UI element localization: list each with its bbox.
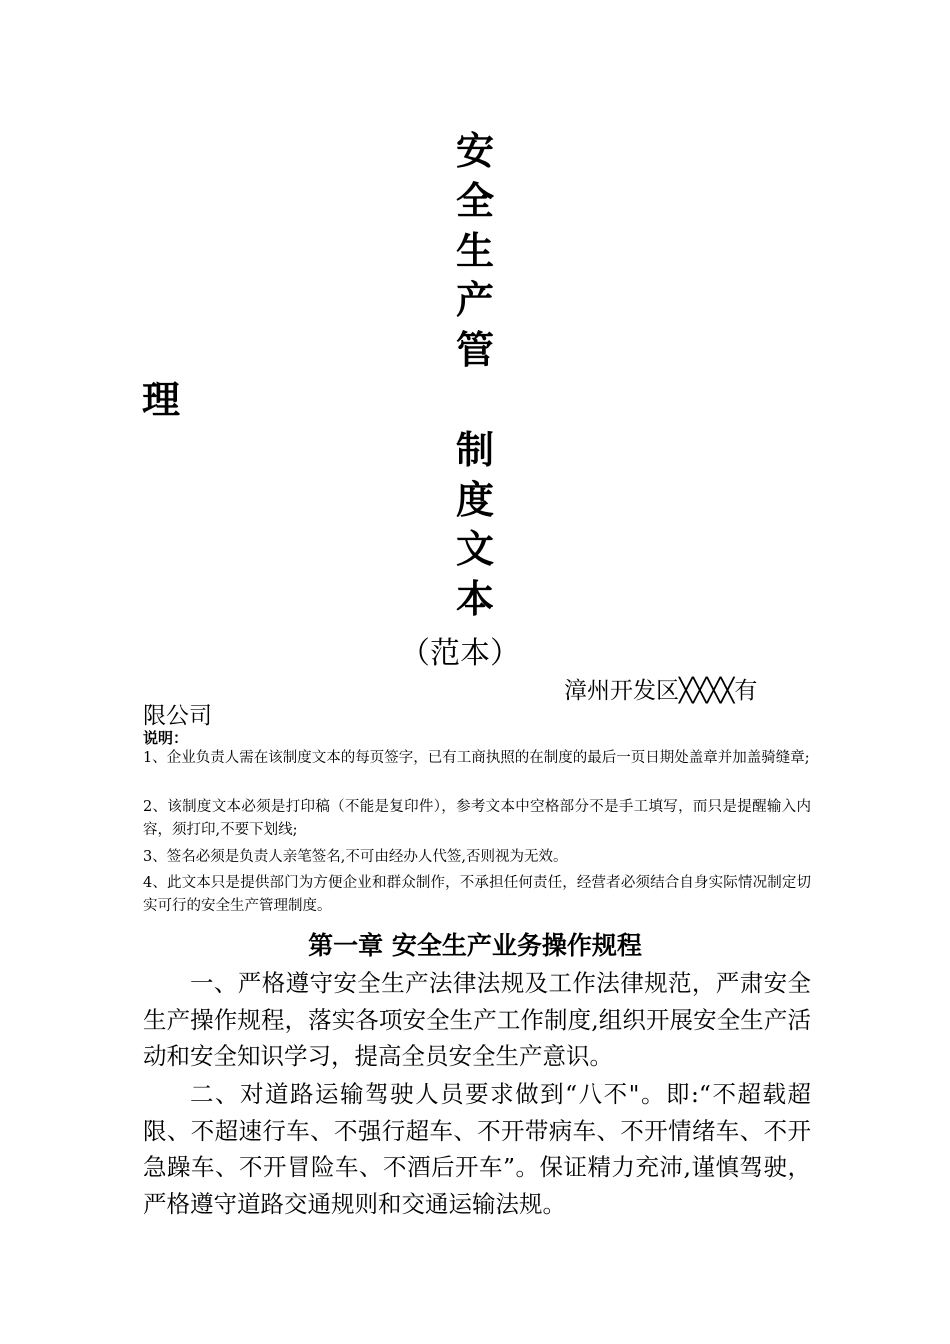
body-paragraph: 一、严格遵守安全生产法律法规及工作法律规范，严肃安全生产操作规程，落实各项安全生产工作制度,组织开展安全生产活动和安全知识学习，提高全员安全生产意识。 <box>143 969 811 1071</box>
title-char: 度 <box>455 478 494 522</box>
note-item: 1、企业负责人需在该制度文本的每页签字，已有工商执照的在制度的最后一页日期处盖章并加盖骑缝章; <box>143 750 810 766</box>
title-char: 安 <box>455 129 494 173</box>
note-item: 2、该制度文本必须是打印稿（不能是复印件），参考文本中空格部分不是手工填写，而只是提醒输入内容，须打印,不要下划线; <box>143 799 811 838</box>
title-char: 制 <box>455 428 494 472</box>
chapter-title: 第一章 安全生产业务操作规程 <box>308 931 642 960</box>
company-name-line2: 限公司 <box>143 703 212 729</box>
note-item: 4、此文本只是提供部门为方便企业和群众制作，不承担任何责任，经营者必须结合自身实际情况制定切实可行的安全生产管理制度。 <box>143 875 811 914</box>
title-char: 产 <box>455 278 494 322</box>
company-name-line1: 漳州开发区╳╳╳╳有 <box>564 678 758 704</box>
title-char: 文 <box>455 527 494 571</box>
title-char: 管 <box>455 328 494 372</box>
note-item: 3、签名必须是负责人亲笔签名,不可由经办人代签,否则视为无效。 <box>143 849 568 865</box>
body-paragraph: 二、对道路运输驾驶人员要求做到“八不"。即:“不超载超限、不超速行车、不强行超车、不开带病车、不开情绪车、不开急躁车、不开冒险车、不酒后开车”。保证精力充沛,谨慎驾驶，严格遵守道路交通规则和交通运输法规。 <box>143 1080 811 1219</box>
title-char: 本 <box>455 577 494 621</box>
title-char: 生 <box>455 229 494 273</box>
title-char: 理 <box>141 378 180 422</box>
notes-heading: 说明： <box>143 729 189 747</box>
document-subtitle: （范本） <box>400 636 520 671</box>
title-char: 全 <box>455 179 494 223</box>
